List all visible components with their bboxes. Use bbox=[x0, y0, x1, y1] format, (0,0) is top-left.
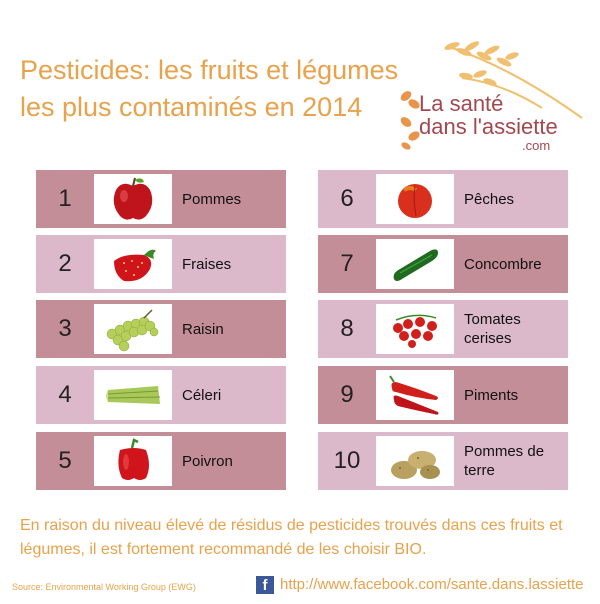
item-label: Poivron bbox=[182, 452, 233, 470]
recommendation-text: En raison du niveau élevé de résidus de pesticides trouvés dans ces fruits et légumes, il est fortement recommandé de les choisir BIO. bbox=[20, 517, 563, 558]
item-label: Tomates cerises bbox=[464, 311, 521, 347]
cherry-tomatoes-icon bbox=[376, 304, 454, 354]
facebook-icon[interactable]: f bbox=[256, 576, 274, 594]
list-item bbox=[318, 432, 568, 490]
rank-number: 1 bbox=[58, 185, 72, 212]
apple-icon bbox=[94, 174, 172, 224]
strawberry-icon bbox=[94, 239, 172, 289]
item-label: Pommes bbox=[182, 190, 242, 208]
list-item bbox=[318, 170, 568, 228]
item-label: Céleri bbox=[182, 386, 222, 404]
grapes-icon bbox=[94, 304, 172, 354]
list-item bbox=[318, 235, 568, 293]
list-item bbox=[36, 366, 286, 424]
item-label: Piments bbox=[464, 386, 519, 404]
rank-number: 4 bbox=[58, 381, 72, 408]
cucumber-icon bbox=[376, 239, 454, 289]
item-label: Pommes de terre bbox=[464, 443, 545, 479]
source-credit: Source: Environmental Working Group (EWG) bbox=[12, 582, 196, 592]
logo-line-2: dans l'assiette bbox=[419, 114, 558, 139]
celery-icon bbox=[94, 370, 172, 420]
list-item bbox=[36, 235, 286, 293]
rank-number: 5 bbox=[58, 447, 72, 474]
list-item bbox=[318, 366, 568, 424]
list-item bbox=[318, 300, 568, 358]
rank-number: 8 bbox=[340, 315, 354, 342]
rank-number: 9 bbox=[340, 381, 354, 408]
potatoes-icon bbox=[376, 436, 454, 486]
page-title bbox=[20, 52, 420, 126]
rank-number: 10 bbox=[333, 447, 361, 474]
rank-number: 2 bbox=[58, 250, 72, 277]
list-item bbox=[36, 432, 286, 490]
list-item bbox=[36, 300, 286, 358]
logo-line-1: La santé bbox=[419, 91, 504, 116]
rank-number: 6 bbox=[340, 185, 354, 212]
rank-number: 7 bbox=[340, 250, 354, 277]
item-label: Concombre bbox=[464, 255, 542, 273]
facebook-link[interactable]: http://www.facebook.com/sante.dans.lassiette bbox=[280, 576, 584, 593]
bell-pepper-icon bbox=[94, 436, 172, 486]
title-line-2: les plus contaminés en 2014 bbox=[20, 92, 363, 122]
rank-number: 3 bbox=[58, 315, 72, 342]
logo-suffix: .com bbox=[522, 138, 551, 153]
peach-icon bbox=[376, 174, 454, 224]
item-label: Pêches bbox=[464, 190, 515, 208]
list-item bbox=[36, 170, 286, 228]
item-label: Raisin bbox=[182, 320, 224, 338]
chili-peppers-icon bbox=[376, 370, 454, 420]
logo bbox=[392, 38, 592, 158]
title-line-1: Pesticides: les fruits et légumes bbox=[20, 55, 399, 85]
item-label: Fraises bbox=[182, 255, 232, 273]
